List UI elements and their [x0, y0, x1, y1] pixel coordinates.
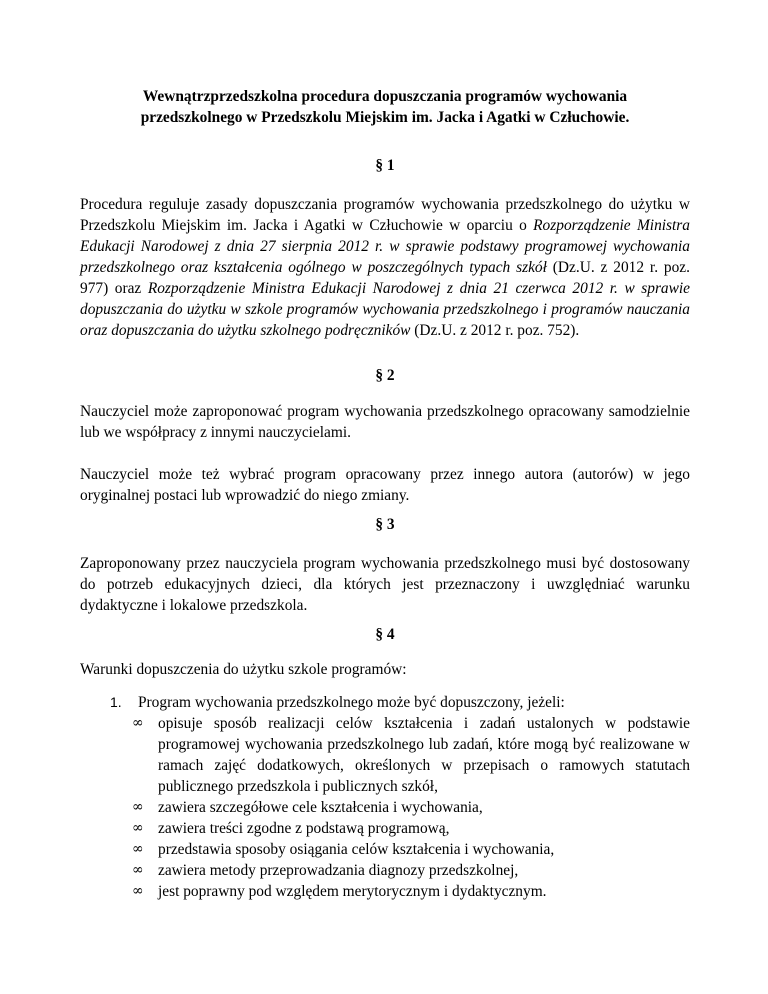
section-heading-3: § 3 — [375, 516, 395, 533]
infinity-bullet-icon: ∞ — [132, 820, 144, 836]
bullet-text: jest poprawny pod względem merytorycznym i dydaktycznym. — [158, 883, 547, 900]
paragraph-1-text-c: (Dz.U. z 2012 r. poz. 752). — [410, 322, 580, 339]
paragraph-2a: Nauczyciel może zaproponować program wychowania przedszkolnego opracowany samodzielnie lub we współpracy z innymi nauczycielami. — [80, 403, 690, 441]
section-heading-1: § 1 — [375, 157, 395, 174]
infinity-bullet-icon: ∞ — [132, 883, 144, 899]
infinity-bullet-icon: ∞ — [132, 799, 144, 815]
paragraph-1 — [80, 194, 690, 341]
paragraph-2b: Nauczyciel może też wybrać program opracowany przez innego autora (autorów) w jego oryginalnej postaci lub wprowadzić do niego zmiany. — [80, 466, 690, 504]
list-item — [132, 713, 690, 797]
title-line-1: Wewnątrzprzedszkolna procedura dopuszczania programów wychowania — [142, 88, 628, 105]
bullet-text: zawiera treści zgodne z podstawą programową, — [158, 820, 450, 837]
list-item — [132, 860, 690, 881]
paragraph-4: Warunki dopuszczenia do użytku szkole programów: — [80, 661, 407, 678]
section-heading-2: § 2 — [375, 367, 395, 384]
list-number: 1. — [110, 694, 122, 710]
list-item — [132, 881, 690, 902]
document-title — [80, 86, 690, 128]
bullet-text: zawiera szczegółowe cele kształcenia i wychowania, — [158, 799, 483, 816]
paragraph-1-text-b: (Dz.U. z 2012 r. poz. 977) oraz — [80, 259, 690, 297]
bullet-list — [132, 713, 690, 902]
list-item — [132, 797, 690, 818]
list-item-text: Program wychowania przedszkolnego może być dopuszczony, jeżeli: — [138, 694, 565, 711]
infinity-bullet-icon: ∞ — [132, 862, 144, 878]
numbered-list-item-1 — [110, 692, 690, 713]
bullet-text: opisuje sposób realizacji celów kształcenia i zadań ustalonych w podstawie programowej wychowania przedszkolnego lub zadań, które mogą być realizowane w ramach zajęć dodatkowych, określonych w przepisach o ramowych statutach publicznego przedszkola i publicznych szkół, — [158, 715, 690, 795]
bullet-text: zawiera metody przeprowadzania diagnozy przedszkolnej, — [158, 862, 519, 879]
paragraph-1-text-a: Procedura reguluje zasady dopuszczania programów wychowania przedszkolnego do użytku w Przedszkolu Miejskim im. Jacka i Agatki w Człuchowie w oparciu o — [80, 196, 690, 234]
list-item — [132, 818, 690, 839]
paragraph-3: Zaproponowany przez nauczyciela program wychowania przedszkolnego musi być dostosowany do potrzeb edukacyjnych dzieci, dla których jest przeznaczony i uwzględniać warunku dydaktyczne i lokalowe przedszkola. — [80, 555, 690, 614]
infinity-bullet-icon: ∞ — [132, 841, 144, 857]
list-item — [132, 839, 690, 860]
regulation-title-2: Rozporządzenie Ministra Edukacji Narodowej z dnia 21 czerwca 2012 r. w sprawie dopuszczania do użytku w szkole programów wychowania przedszkolnego i programów nauczania oraz dopuszczania do użytku szkolnego podręczników — [80, 280, 691, 339]
title-line-2: przedszkolnego w Przedszkolu Miejskim im. Jacka i Agatki w Człuchowie. — [140, 109, 630, 126]
infinity-bullet-icon: ∞ — [132, 715, 144, 731]
bullet-text: przedstawia sposoby osiągania celów kształcenia i wychowania, — [158, 841, 555, 858]
section-heading-4: § 4 — [375, 626, 395, 643]
regulation-title-1: Rozporządzenie Ministra Edukacji Narodowej z dnia 27 sierpnia 2012 r. w sprawie podstawy programowej wychowania przedszkolnego oraz kształcenia ogólnego w poszczególnych typach szkół — [80, 217, 690, 276]
